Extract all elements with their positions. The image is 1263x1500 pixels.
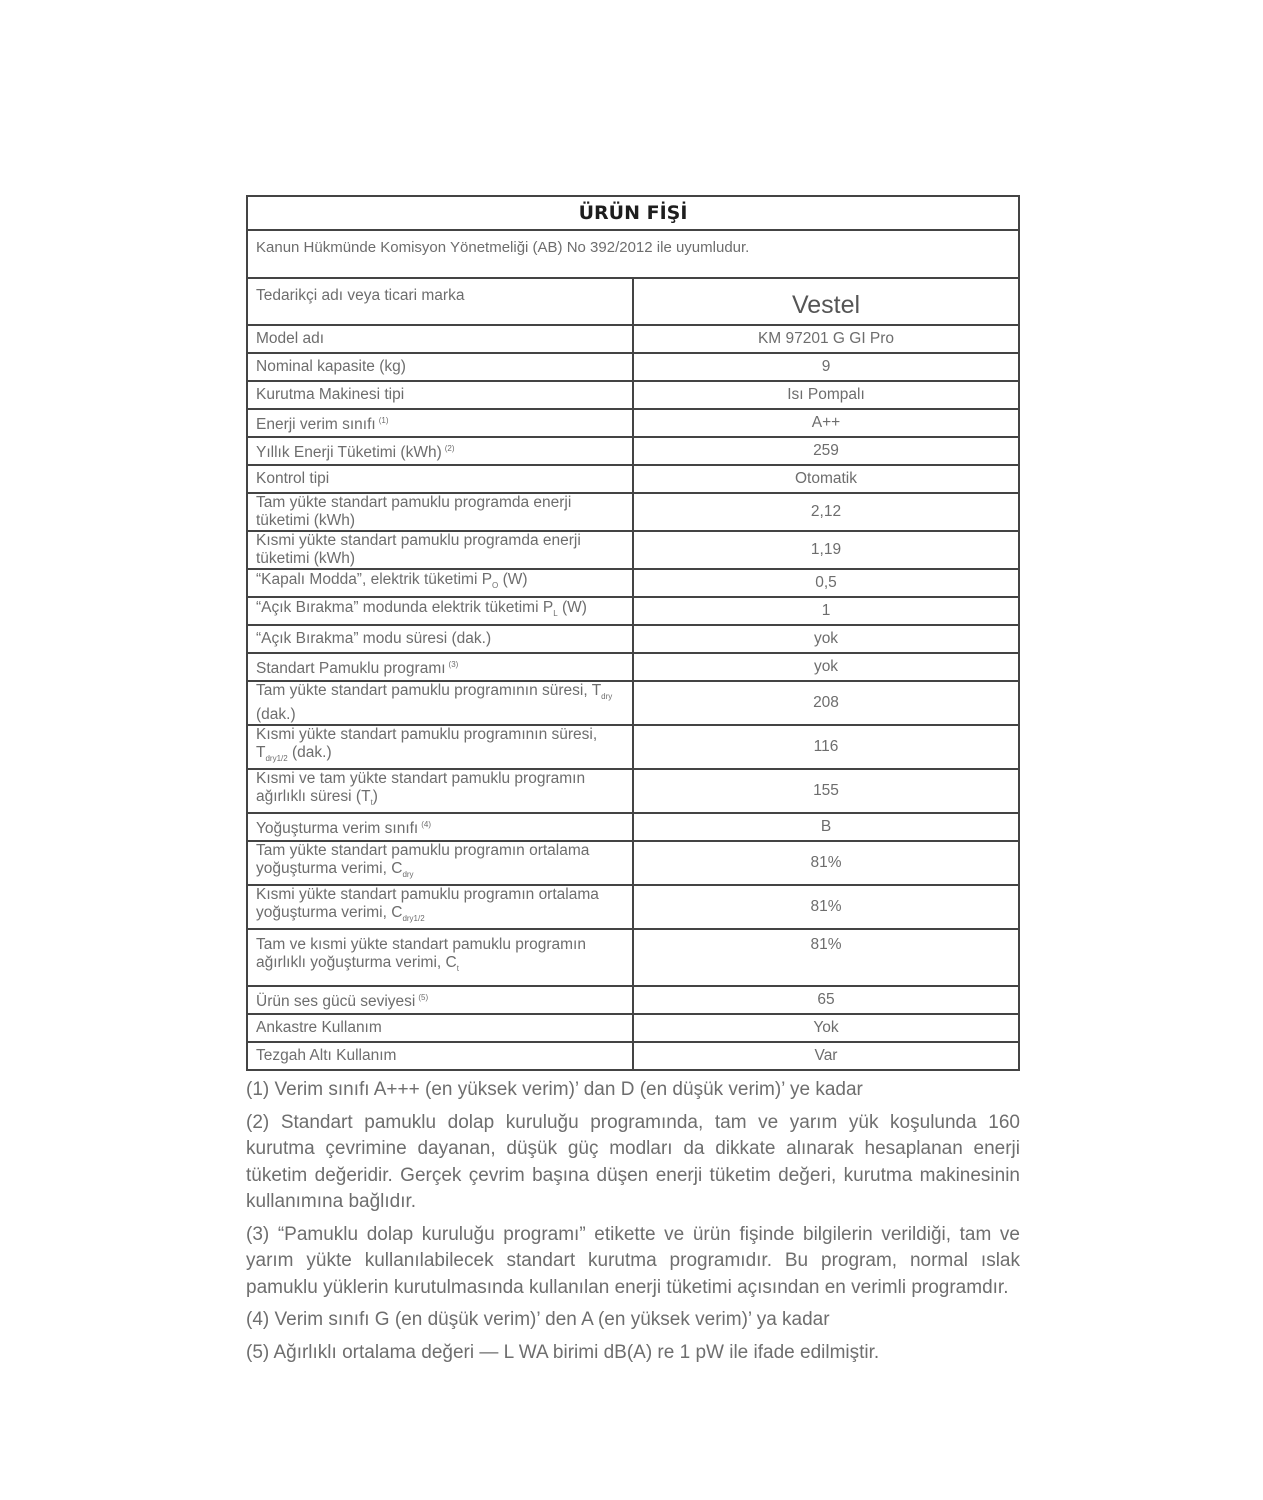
table-row [247, 597, 1019, 625]
row-value: B [633, 813, 1019, 841]
row-label: Kontrol tipi [247, 465, 633, 493]
row-value: 0,5 [633, 569, 1019, 597]
table-row [247, 653, 1019, 681]
footnotes [246, 1077, 1020, 1366]
row-value: 1 [633, 597, 1019, 625]
table-row [247, 493, 1019, 531]
row-label: Yıllık Enerji Tüketimi (kWh) $^{(2)}$ [247, 437, 633, 465]
product-sheet [246, 195, 1020, 1372]
row-label-subscript: dry1/2 [265, 754, 288, 763]
table-row [247, 929, 1019, 986]
row-value: 116 [633, 725, 1019, 769]
table-row [247, 353, 1019, 381]
row-value: Isı Pompalı [633, 381, 1019, 409]
row-value: 2,12 [633, 493, 1019, 531]
row-label: Nominal kapasite (kg) [247, 353, 633, 381]
table-row [247, 986, 1019, 1014]
title-row [247, 196, 1019, 230]
row-value: Otomatik [633, 465, 1019, 493]
row-value: Var [633, 1042, 1019, 1070]
sheet-title: ÜRÜN FİŞİ [247, 196, 1019, 230]
footnote: (3) “Pamuklu dolap kuruluğu programı” etikette ve ürün fişinde bilgilerin verildiği, tam ve yarım yükte kullanılabilecek standart kurutma programıdır. Bu program, normal ıslak pamuklu yüklerin kurutulmasında kullanılan enerji tüketimi açısından en verimli programdır. [246, 1223, 1020, 1298]
row-value: yok [633, 625, 1019, 653]
footnote-ref: (4) [421, 820, 432, 829]
table-row [247, 841, 1019, 885]
row-value: 9 [633, 353, 1019, 381]
row-value: Yok [633, 1014, 1019, 1042]
row-label: Ürün ses gücü seviyesi $^{(5)}$ [247, 986, 633, 1014]
row-label: “Kapalı Modda”, elektrik tüketimi $P_O$ (W) [247, 569, 633, 597]
row-label-subscript: dry [601, 692, 613, 701]
row-label: Kısmi ve tam yükte standart pamuklu programın ağırlıklı süresi $(T_t)$ [247, 769, 633, 813]
row-label: Enerji verim sınıfı $^{(1)}$ [247, 409, 633, 437]
footnote-ref: (5) [418, 993, 429, 1002]
row-value: 1,19 [633, 531, 1019, 569]
brand-label: Tedarikçi adı veya ticari marka [247, 278, 633, 325]
table-row [247, 813, 1019, 841]
row-value: 81% [633, 885, 1019, 929]
footnote: (2) Standart pamuklu dolap kuruluğu programında, tam ve yarım yük koşulunda 160 kurutma çevrimine dayanan, düşük güç modları da dikkate alınarak hesaplanan enerji tüketim değeridir. Gerçek çevrim başına düşen enerji tüketim değeri, kurutma makinesinin kullanımına bağlıdır. [246, 1111, 1020, 1212]
footnote-ref: (2) [444, 444, 455, 453]
table-row [247, 625, 1019, 653]
footnote-ref: (1) [378, 416, 389, 425]
regulation-text: Kanun Hükmünde Komisyon Yönetmeliği (AB) No 392/2012 ile uyumludur. [247, 230, 1019, 278]
brand-row [247, 278, 1019, 325]
row-value: 81% [633, 929, 1019, 986]
table-row [247, 725, 1019, 769]
row-label-subscript: dry [402, 870, 414, 879]
row-value: 208 [633, 681, 1019, 725]
row-label: Standart Pamuklu programı $^{(3)}$ [247, 653, 633, 681]
table-row [247, 681, 1019, 725]
row-label: Kısmi yükte standart pamuklu programda enerji tüketimi (kWh) [247, 531, 633, 569]
row-label: Kısmi yükte standart pamuklu programının süresi, $T_{dry1/2}$ (dak.) [247, 725, 633, 769]
table-row [247, 381, 1019, 409]
row-label-subscript: t [456, 964, 459, 973]
table-row [247, 885, 1019, 929]
table-row [247, 569, 1019, 597]
brand-value: Vestel [633, 278, 1019, 325]
row-value: 65 [633, 986, 1019, 1014]
row-label-subscript: L [553, 609, 558, 618]
row-value: 155 [633, 769, 1019, 813]
row-label: “Açık Bırakma” modu süresi (dak.) [247, 625, 633, 653]
table-row [247, 769, 1019, 813]
row-label: Tam yükte standart pamuklu programın ortalama yoğuşturma verimi, $C_{dry}$ [247, 841, 633, 885]
table-row [247, 531, 1019, 569]
footnote: (1) Verim sınıfı A+++ (en yüksek verim)’ dan D (en düşük verim)’ ye kadar [246, 1079, 863, 1100]
row-label: Tam yükte standart pamuklu programda enerji tüketimi (kWh) [247, 493, 633, 531]
row-label: Ankastre Kullanım [247, 1014, 633, 1042]
footnote: (5) Ağırlıklı ortalama değeri — L WA birimi dB(A) re 1 pW ile ifade edilmiştir. [246, 1341, 880, 1363]
row-label-subscript: dry1/2 [402, 914, 425, 923]
table-row [247, 1042, 1019, 1070]
footnote: (4) Verim sınıfı G (en düşük verim)’ den A (en yüksek verim)’ ya kadar [246, 1309, 830, 1330]
row-value: KM 97201 G GI Pro [633, 325, 1019, 353]
row-value: 259 [633, 437, 1019, 465]
row-label: Kısmi yükte standart pamuklu programın ortalama yoğuşturma verimi, $C_{dry1/2}$ [247, 885, 633, 929]
row-label: “Açık Bırakma” modunda elektrik tüketimi $P_L$ (W) [247, 597, 633, 625]
table-row [247, 437, 1019, 465]
row-value: 81% [633, 841, 1019, 885]
product-info-table [246, 195, 1020, 1071]
row-label: Model adı [247, 325, 633, 353]
row-label: Tam ve kısmi yükte standart pamuklu programın ağırlıklı yoğuşturma verimi, $C_t$ [247, 929, 633, 986]
row-label: Kurutma Makinesi tipi [247, 381, 633, 409]
row-value: yok [633, 653, 1019, 681]
table-row [247, 465, 1019, 493]
table-row [247, 409, 1019, 437]
row-label-subscript: t [370, 798, 373, 807]
row-label: Yoğuşturma verim sınıfı $^{(4)}$ [247, 813, 633, 841]
footnote-ref: (3) [448, 660, 459, 669]
regulation-row [247, 230, 1019, 278]
row-label: Tezgah Altı Kullanım [247, 1042, 633, 1070]
row-label: Tam yükte standart pamuklu programının süresi, $T_{dry}$ (dak.) [247, 681, 633, 725]
table-row [247, 325, 1019, 353]
row-value: A++ [633, 409, 1019, 437]
row-label-subscript: O [492, 581, 499, 590]
table-row [247, 1014, 1019, 1042]
